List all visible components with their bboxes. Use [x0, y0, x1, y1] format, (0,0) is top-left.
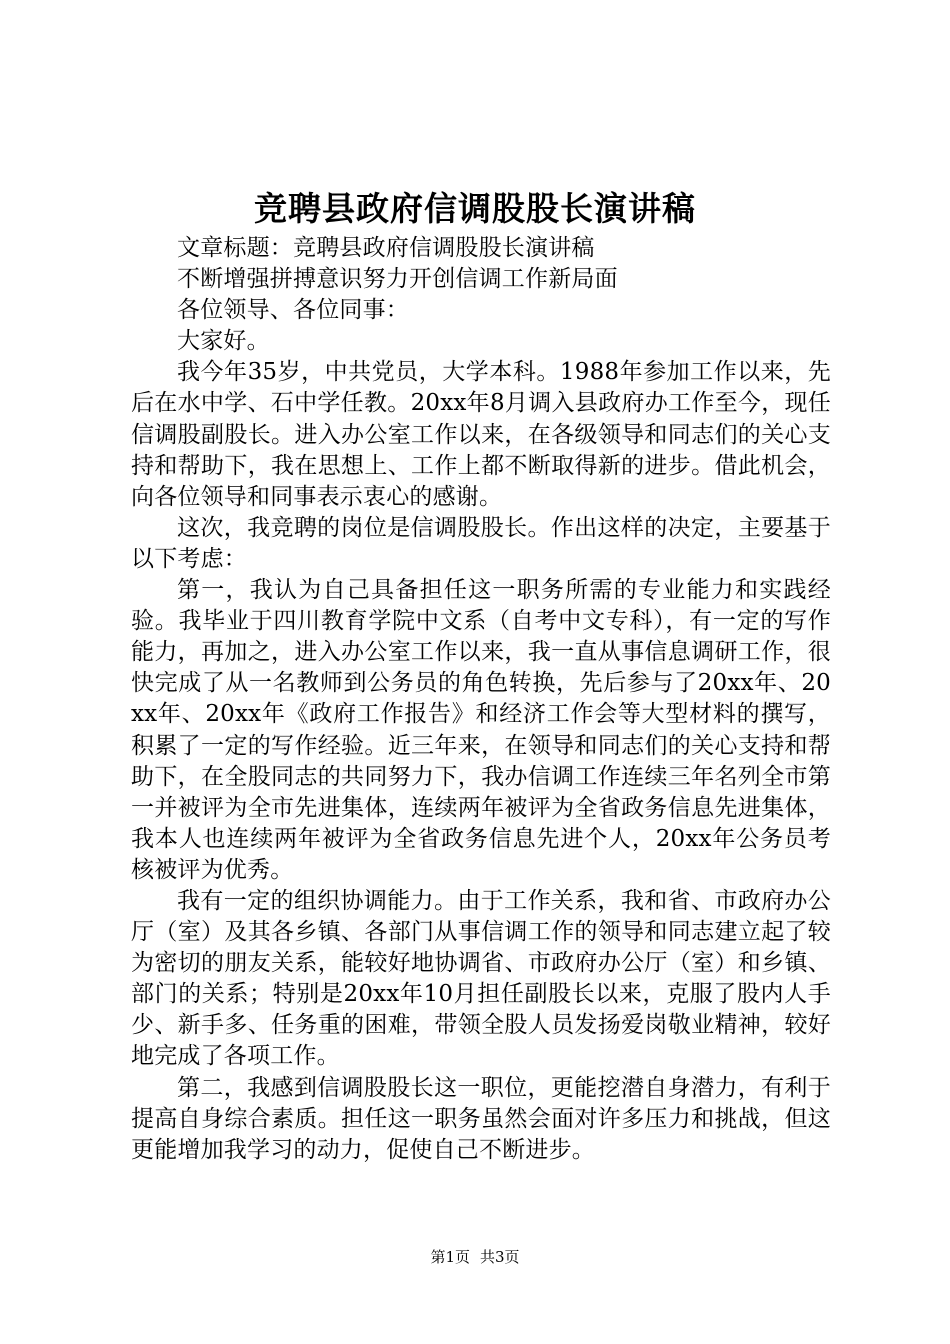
document-title: 竞聘县政府信调股股长演讲稿: [254, 189, 696, 228]
paragraph-coordination: 我有一定的组织协调能力。由于工作关系，我和省、市政府办公厅（室）及其各乡镇、各部门从事信调工作的领导和同志建立起了较为密切的朋友关系，能较好地协调省、市政府办公厅（室）和乡镇、部门的关系；特别是20xx年10月担任副股长以来，克服了股内人手少、新手多、任务重的困难，带领全股人员发扬爱岗敬业精神，较好地完成了各项工作。: [131, 887, 831, 1070]
paragraph-salutation: 各位领导、各位同事：: [177, 297, 409, 324]
paragraph-second-reason: 第二，我感到信调股股长这一职位，更能挖潜自身潜力，有利于提高自身综合素质。担任这一职务虽然会面对许多压力和挑战，但这更能增加我学习的动力，促使自己不断进步。: [131, 1074, 831, 1163]
page-number: 第1页: [430, 1248, 470, 1266]
page-footer: [0, 1247, 950, 1267]
paragraph-greeting: 大家好。: [177, 328, 270, 355]
paragraph-introduction: 我今年35岁，中共党员，大学本科。1988年参加工作以来，先后在水中学、石中学任教。20xx年8月调入县政府办工作至今，现任信调股副股长。进入办公室工作以来，在各级领导和同志们的关心支持和帮助下，我在思想上、工作上都不断取得新的进步。借此机会，向各位领导和同事表示衷心的感谢。: [131, 359, 831, 510]
paragraph-first-reason: 第一，我认为自己具备担任这一职务所需的专业能力和实践经验。我毕业于四川教育学院中文系（自考中文专科），有一定的写作能力，再加之，进入办公室工作以来，我一直从事信息调研工作，很快完成了从一名教师到公务员的角色转换，先后参与了20xx年、20xx年、20xx年《政府工作报告》和经济工作会等大型材料的撰写，积累了一定的写作经验。近三年来，在领导和同志们的关心支持和帮助下，在全股同志的共同努力下，我办信调工作连续三年名列全市第一并被评为全市先进集体，连续两年被评为全省政务信息先进集体，我本人也连续两年被评为全省政务信息先进个人，20xx年公务员考核被评为优秀。: [131, 577, 831, 883]
document-body: [131, 233, 831, 1166]
paragraph-position: 这次，我竞聘的岗位是信调股股长。作出这样的决定，主要基于以下考虑：: [131, 514, 831, 572]
paragraph-article-title: 文章标题：竞聘县政府信调股股长演讲稿: [177, 235, 595, 261]
page-total: 共3页: [480, 1248, 520, 1266]
paragraph-subtitle: 不断增强拼搏意识努力开创信调工作新局面: [177, 266, 618, 293]
